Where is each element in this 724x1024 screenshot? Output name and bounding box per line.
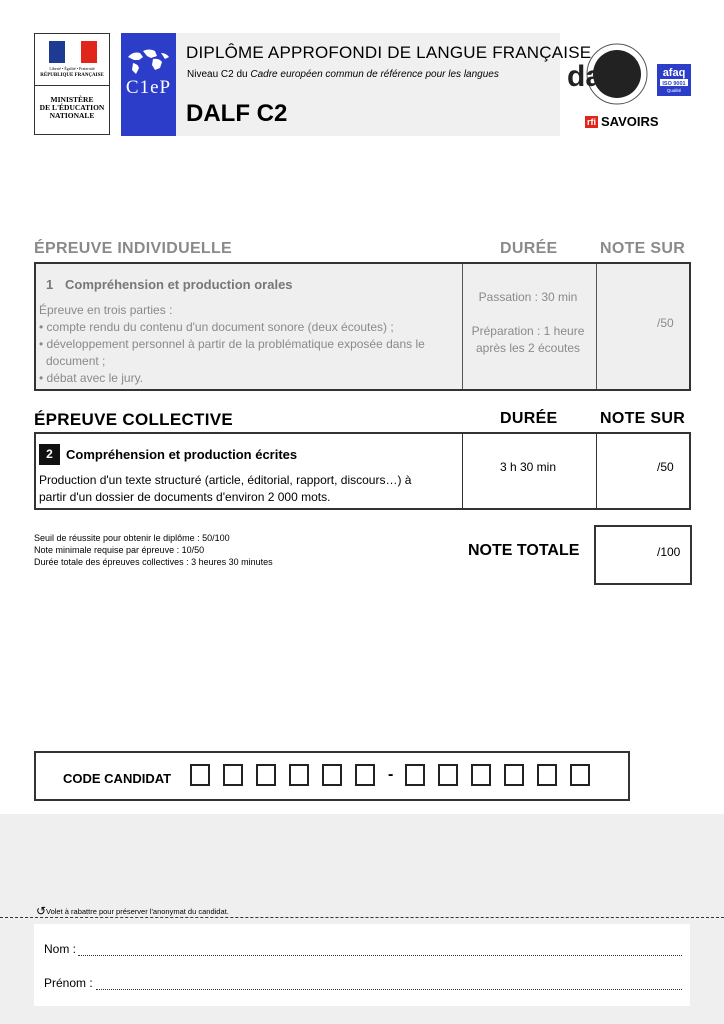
total-label: NOTE TOTALE (468, 542, 580, 559)
individual-note-heading: NOTE SUR (600, 240, 686, 257)
individual-title: Compréhension et production orales (65, 277, 293, 292)
candidate-digit-box[interactable] (256, 764, 276, 786)
collective-duree-heading: DURÉE (500, 410, 558, 427)
ciep-logo-text: C1eP (125, 77, 172, 98)
savoirs-label: SAVOIRS (601, 114, 659, 129)
exam-rules (34, 532, 273, 568)
fold-line (0, 917, 724, 918)
candidate-digit-box[interactable] (471, 764, 491, 786)
identity-box (34, 924, 690, 1006)
fold-note: Volet à rabattre pour préserver l'anonymat du candidat. (46, 907, 229, 916)
collective-heading: ÉPREUVE COLLECTIVE (34, 410, 234, 429)
candidate-digit-box[interactable] (537, 764, 557, 786)
candidate-digit-box[interactable] (438, 764, 458, 786)
candidate-code-dash: - (388, 766, 394, 783)
collective-desc-line-2: partir d'un dossier de documents d'environ 2 000 mots. (39, 490, 331, 504)
individual-duree-heading: DURÉE (500, 240, 558, 257)
world-map-icon (125, 47, 171, 77)
individual-note-field[interactable]: /50 (657, 316, 674, 330)
total-score-field[interactable]: /100 (657, 545, 681, 559)
rule-total-duration: Durée totale des épreuves collectives : 3 heures 30 minutes (34, 557, 273, 567)
collective-duration: 3 h 30 min (499, 460, 557, 474)
individual-desc-line-3: • développement personnel à partir de la problématique exposée dans le (39, 337, 425, 351)
candidate-digit-box[interactable] (322, 764, 342, 786)
ministry-republic: RÉPUBLIQUE FRANÇAISE (40, 73, 104, 78)
afaq-iso: ISO 9001 (662, 81, 686, 87)
fold-arrow-icon: ↺ (36, 904, 47, 918)
individual-duration-after: après les 2 écoutes (475, 341, 581, 355)
candidate-digit-box[interactable] (355, 764, 375, 786)
afaq-quality: Qualité (666, 88, 682, 93)
ministry-motto: Liberté • Égalité • Fraternité (49, 66, 95, 71)
candidate-digit-box[interactable] (190, 764, 210, 786)
individual-duration-passation: Passation : 30 min (478, 290, 578, 304)
collective-number-badge: 2 (39, 444, 60, 465)
dalf-logo (565, 40, 695, 110)
candidate-digit-box[interactable] (289, 764, 309, 786)
ministry-logo (34, 33, 110, 135)
diploma-subtitle: Niveau C2 du Cadre européen commun de référence pour les langues (187, 69, 499, 80)
individual-desc-line-1: Épreuve en trois parties : (39, 303, 173, 317)
candidate-digit-box[interactable] (405, 764, 425, 786)
individual-desc-line-4: document ; (46, 354, 106, 368)
afaq-label: afaq (662, 67, 686, 79)
dalf-logo-text: dalf (567, 60, 621, 93)
candidate-digit-box[interactable] (223, 764, 243, 786)
rule-min-score: Note minimale requise par épreuve : 10/50 (34, 545, 205, 555)
diploma-title: DIPLÔME APPROFONDI DE LANGUE FRANÇAISE (186, 43, 592, 62)
individual-desc-line-5: • débat avec le jury. (39, 371, 144, 385)
prenom-field[interactable] (96, 989, 682, 990)
collective-note-field[interactable]: /50 (657, 460, 674, 474)
collective-desc-line-1: Production d'un texte structuré (article, éditorial, rapport, discours…) à (39, 473, 412, 487)
rule-pass-threshold: Seuil de réussite pour obtenir le diplôme : 50/100 (34, 533, 230, 543)
nom-field[interactable] (78, 955, 682, 956)
individual-duration-preparation: Préparation : 1 heure (471, 324, 585, 338)
rfi-icon: rfi (587, 116, 596, 127)
individual-desc-line-2: • compte rendu du contenu d'un document sonore (deux écoutes) ; (39, 320, 394, 334)
french-flag-icon (49, 41, 97, 63)
rfi-savoirs-logo (585, 114, 659, 129)
individual-number: 1 (46, 277, 54, 292)
prenom-label: Prénom : (44, 976, 93, 990)
candidate-digit-box[interactable] (504, 764, 524, 786)
collective-title: Compréhension et production écrites (66, 447, 298, 462)
ministry-name-line1: MINISTÈRE (50, 95, 94, 104)
ciep-logo (121, 33, 176, 136)
individual-heading: ÉPREUVE INDIVIDUELLE (34, 240, 233, 257)
collective-note-heading: NOTE SUR (600, 410, 686, 427)
nom-label: Nom : (44, 942, 77, 956)
candidate-code-label: CODE CANDIDAT (63, 771, 172, 786)
ministry-name-line2: DE L'ÉDUCATION (39, 103, 105, 112)
exam-code: DALF C2 (186, 100, 288, 127)
ministry-name-line3: NATIONALE (49, 111, 95, 120)
candidate-digit-box[interactable] (570, 764, 590, 786)
